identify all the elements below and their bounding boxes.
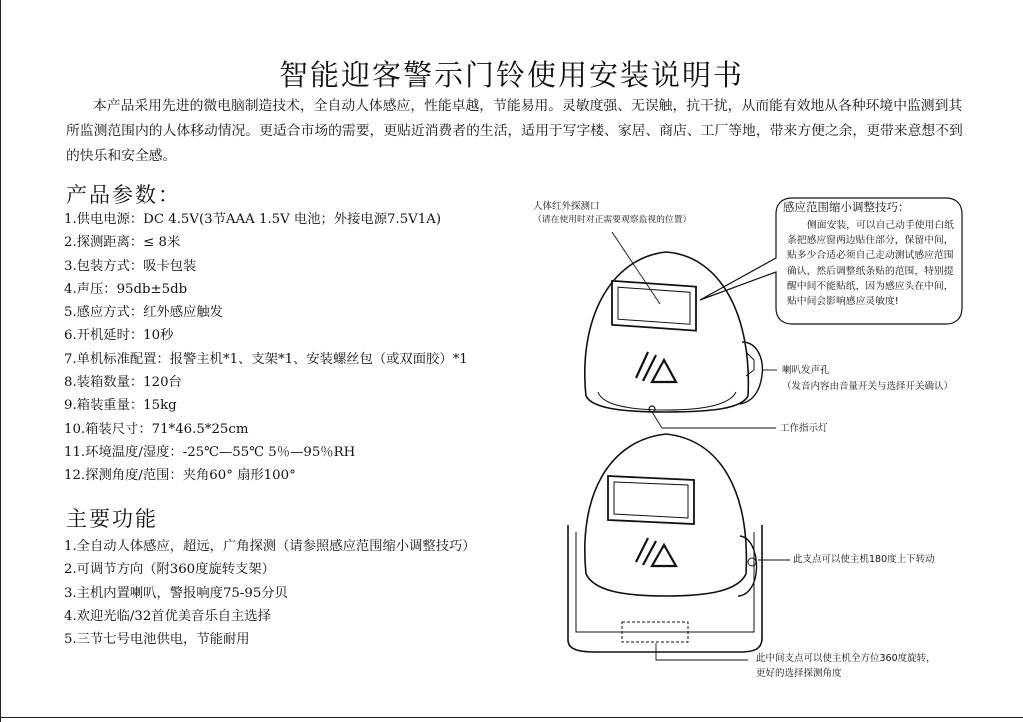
speaker-label: 喇叭发声孔 (782, 365, 830, 376)
base-label-line-1: 此中间支点可以使主机全方位360度旋转， (756, 653, 936, 664)
tip-title: 感应范围缩小调整技巧： (783, 200, 910, 214)
tip-body: 侧面安装，可以自己动手使用白纸条把感应窗两边贴住部分，保留中间，贴多少合适必须自己走动测试感应范围确认，然后调整纸条贴的范围，特别提醒中间不能贴纸，因为感应头在中间，贴中间会影响感应灵敏度! (787, 220, 954, 308)
param-item: 8.装箱数量：120台 (64, 375, 182, 391)
logo-icon (636, 352, 676, 382)
speaker-note: （发音内容由音量开关与选择开关确认） (782, 381, 954, 392)
indicator-leader-line (652, 412, 776, 428)
param-item: 6.开机延时：10秒 (64, 328, 174, 344)
param-item: 1.供电电源：DC 4.5V(3节AAA 1.5V 电池；外接电源7.5V1A) (64, 212, 442, 227)
sensor-leader-line (612, 232, 660, 304)
feature-item: 3.主机内置喇叭，警报响度75-95分贝 (64, 585, 288, 601)
sensor-label: 人体红外探测口 (533, 201, 600, 212)
device-top-view (585, 252, 763, 412)
param-item: 4.声压：95db±5db (64, 281, 188, 297)
sensor-note: （请在使用时对正需要观察监视的位置） (533, 215, 692, 225)
param-item: 12.探测角度/范围：夹角60° 扇形100° (64, 468, 296, 484)
params-heading: 产品参数： (66, 183, 181, 207)
intro-text: 本产品采用先进的微电脑制造技术，全自动人体感应，性能卓越，节能易用。灵敏度强、无误触，抗干扰，从而能有效地从各种环境中监测到其所监测范围内的人体移动情况。更适合市场的需要，更贴近消费者的生活，适用于写字楼、家居、商店、工厂等地，带来方便之余，更带来意想不到的快乐和安全感。 (66, 98, 963, 164)
param-item: 2.探测距离：≤ 8米 (64, 235, 181, 251)
param-item: 11.环境温度/湿度：-25℃—55℃ 5％—95％RH (64, 444, 356, 460)
indicator-label: 工作指示灯 (780, 423, 828, 434)
device-bottom-view (568, 434, 762, 652)
pivot-label: 此支点可以使主机180度上下转动 (793, 554, 935, 565)
param-item: 5.感应方式：红外感应触发 (64, 305, 223, 321)
sensor-window (612, 281, 696, 331)
feature-item: 5.三节七号电池供电，节能耐用 (64, 632, 250, 648)
logo-icon (636, 538, 676, 566)
param-item: 7.单机标准配置：报警主机*1、支架*1、安装螺丝包（或双面胶）*1 (64, 351, 468, 367)
param-item: 3.包装方式：吸卡包装 (64, 258, 197, 274)
param-item: 9.箱装重量：15kg (64, 398, 177, 414)
page-title: 智能迎客警示门铃使用安装说明书 (278, 58, 744, 93)
pivot-point (748, 558, 756, 566)
features-heading: 主要功能 (66, 507, 158, 531)
param-item: 10.箱装尺寸：71*46.5*25cm (64, 421, 249, 437)
feature-item: 1.全自动人体感应，超远，广角探测（请参照感应范围缩小调整技巧） (64, 539, 476, 554)
base-label-line-2: 更好的选择探测角度 (756, 668, 842, 679)
feature-item: 2.可调节方向（附360度旋转支架） (64, 562, 275, 578)
feature-item: 4.欢迎光临/32首优美音乐自主选择 (64, 608, 271, 624)
